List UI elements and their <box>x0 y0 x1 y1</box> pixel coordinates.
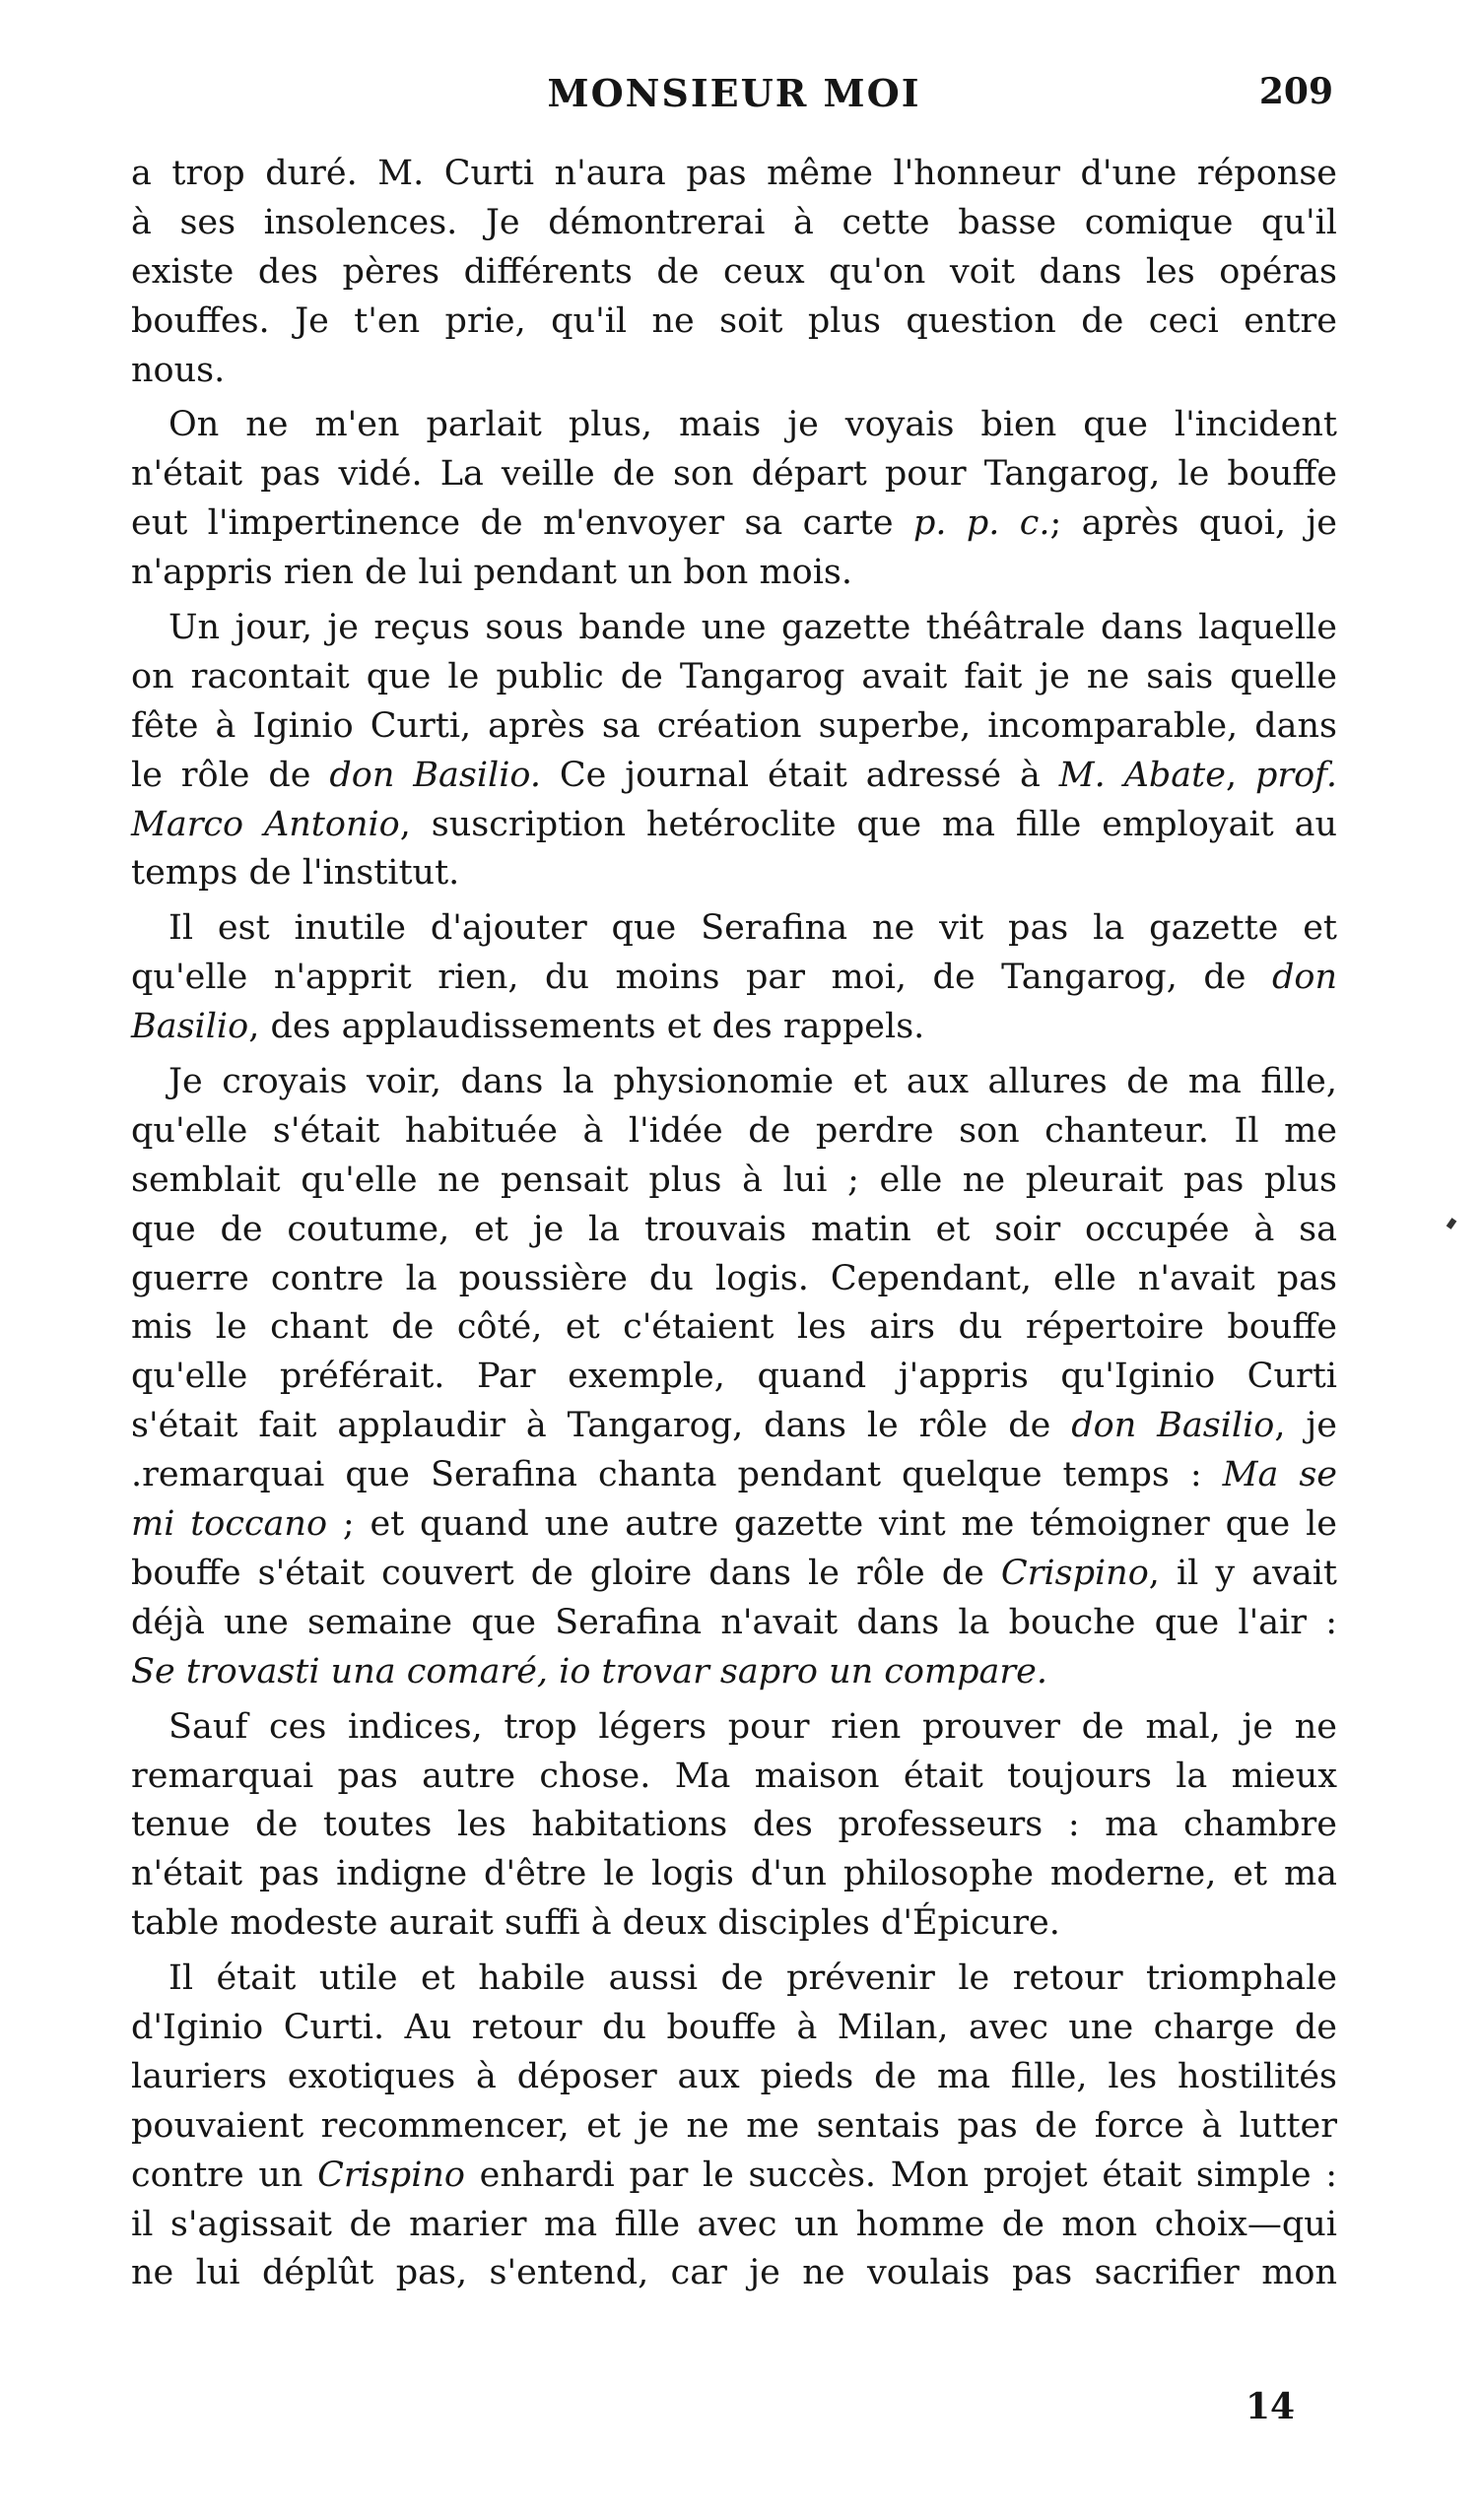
text-segment: s'était fait applaudir à Tangarog, dans le rôle de <box>131 1406 1072 1446</box>
text-segment: le rôle de <box>131 755 330 795</box>
italic-segment: Crispino <box>317 2155 466 2195</box>
text-segment: .remarquai que Serafina chanta pendant quelque temps : <box>131 1455 1223 1495</box>
text-segment: déjà une semaine que Serafina n'avait dans la bouche que l'air : <box>131 1602 1337 1642</box>
text-line <box>131 1402 1337 1451</box>
text-segment: n'appris rien de lui pendant un bon mois. <box>131 553 853 593</box>
text-line <box>131 604 1337 653</box>
text-line <box>131 2102 1337 2152</box>
text-segment: tenue de toutes les habitations des professeurs : ma chambre <box>131 1805 1337 1845</box>
text-segment: guerre contre la poussière du logis. Cependant, elle n'avait pas <box>131 1258 1337 1298</box>
text-line <box>131 1353 1337 1402</box>
italic-segment: Crispino <box>1000 1553 1149 1593</box>
paragraph <box>131 401 1337 598</box>
text-segment: ne lui déplût pas, s'entend, car je ne voulais pas sacrifier mon <box>131 2253 1337 2293</box>
text-segment: , suscription hetéroclite que ma fille employait au <box>399 804 1337 844</box>
text-line <box>131 1648 1337 1697</box>
text-line <box>131 904 1337 954</box>
text-segment: Ce journal était adressé à <box>541 755 1059 795</box>
text-segment: , <box>1225 755 1255 795</box>
text-line <box>131 2249 1337 2298</box>
text-line <box>131 2152 1337 2201</box>
italic-segment: don Basilio <box>1071 1406 1275 1446</box>
text-segment: nous. <box>131 350 226 390</box>
text-segment: Sauf ces indices, trop légers pour rien prouver de mal, je ne <box>168 1706 1337 1747</box>
text-line <box>131 347 1337 396</box>
text-segment: existe des pères différents de ceux qu'on voit dans les opéras <box>131 251 1337 292</box>
text-line <box>131 1107 1337 1157</box>
text-segment: temps de l'institut. <box>131 853 460 894</box>
italic-segment: Ma se <box>1222 1455 1337 1495</box>
text-line <box>131 549 1337 598</box>
text-segment: on racontait que le public de Tangarog avait fait je ne sais quelle <box>131 656 1337 696</box>
text-line <box>131 1206 1337 1255</box>
text-line <box>131 1303 1337 1353</box>
text-segment: n'était pas vidé. La veille de son départ pour Tangarog, le bouffe <box>131 454 1337 495</box>
text-segment: pouvaient recommencer, et je ne me sentais pas de force à lutter <box>131 2105 1337 2146</box>
text-segment: bouffes. Je t'en prie, qu'il ne soit plus question de ceci entre <box>131 300 1337 341</box>
italic-segment: don Basilio. <box>329 755 542 795</box>
italic-segment: Marco Antonio <box>131 804 400 844</box>
text-segment: fête à Iginio Curti, après sa création superbe, incomparable, dans <box>131 705 1337 746</box>
text-line <box>131 1753 1337 1802</box>
text-segment: bouffe s'était couvert de gloire dans le rôle de <box>131 1553 1001 1593</box>
text-line <box>131 150 1337 199</box>
paragraph <box>131 1058 1337 1697</box>
text-line <box>131 1058 1337 1107</box>
signature-mark: 14 <box>1246 2386 1296 2427</box>
text-line <box>131 702 1337 752</box>
text-line <box>131 248 1337 298</box>
text-segment: eut l'impertinence de m'envoyer sa carte <box>131 503 913 544</box>
text-segment: , des applaudissements et des rappels. <box>248 1007 925 1047</box>
text-segment: Je croyais voir, dans la physionomie et aux allures de ma fille, <box>168 1062 1337 1102</box>
text-segment: Un jour, je reçus sous bande une gazette théâtrale dans laquelle <box>168 608 1337 648</box>
text-line <box>131 1550 1337 1599</box>
text-line <box>131 1599 1337 1648</box>
text-segment: semblait qu'elle ne pensait plus à lui ; elle ne pleurait pas plus <box>131 1160 1337 1200</box>
text-line <box>131 1255 1337 1304</box>
italic-segment: prof. <box>1254 755 1337 795</box>
text-line <box>131 1703 1337 1753</box>
text-segment: a trop duré. M. Curti n'aura pas même l'honneur d'une réponse <box>131 154 1337 193</box>
page-header <box>131 71 1337 130</box>
italic-segment: don <box>1271 958 1337 998</box>
text-line <box>131 450 1337 499</box>
paragraph <box>131 904 1337 1052</box>
text-line <box>131 2201 1337 2250</box>
margin-ink-mark <box>1447 1218 1457 1229</box>
italic-segment: Basilio <box>131 1007 249 1047</box>
text-line <box>131 1955 1337 2004</box>
text-segment: , je <box>1274 1406 1337 1446</box>
text-segment: il s'agissait de marier ma fille avec un homme de mon choix—qui <box>131 2204 1337 2244</box>
text-segment: remarquai pas autre chose. Ma maison était toujours la mieux <box>131 1756 1337 1796</box>
text-segment: Il est inutile d'ajouter que Serafina ne vit pas la gazette et <box>168 908 1337 949</box>
text-line <box>131 954 1337 1003</box>
text-line <box>131 1157 1337 1206</box>
body-text <box>131 150 1337 2298</box>
italic-segment: Se trovasti una comaré, io trovar sapro un compare. <box>131 1651 1047 1691</box>
text-segment: à ses insolences. Je démontrerai à cette basse comique qu'il <box>131 202 1337 242</box>
text-segment: ; et quand une autre gazette vint me témoigner que le <box>327 1504 1337 1545</box>
text-line <box>131 2004 1337 2053</box>
italic-segment: M. Abate <box>1058 755 1226 795</box>
text-segment: n'était pas indigne d'être le logis d'un philosophe moderne, et ma <box>131 1854 1337 1894</box>
text-line <box>131 752 1337 801</box>
paragraph <box>131 604 1337 898</box>
text-line <box>131 298 1337 347</box>
italic-segment: p. p. c. <box>913 503 1050 544</box>
text-segment: que de coutume, et je la trouvais matin et soir occupée à sa <box>131 1209 1337 1249</box>
page-number: 209 <box>1258 71 1333 112</box>
text-segment: qu'elle s'était habituée à l'idée de perdre son chanteur. Il me <box>131 1110 1337 1151</box>
text-line <box>131 401 1337 450</box>
text-segment: qu'elle préférait. Par exemple, quand j'appris qu'Iginio Curti <box>131 1357 1337 1397</box>
italic-segment: mi toccano <box>131 1504 328 1545</box>
text-line <box>131 199 1337 248</box>
text-line <box>131 653 1337 702</box>
text-segment: lauriers exotiques à déposer aux pieds de ma fille, les hostilités <box>131 2056 1337 2096</box>
text-segment: mis le chant de côté, et c'étaient les airs du répertoire bouffe <box>131 1307 1337 1348</box>
paragraph <box>131 1703 1337 1949</box>
paragraph <box>131 150 1337 395</box>
text-segment: table modeste aurait suffi à deux disciples d'Épicure. <box>131 1903 1060 1944</box>
text-segment: ; après quoi, je <box>1049 503 1338 544</box>
paragraph <box>131 1955 1337 2298</box>
text-segment: On ne m'en parlait plus, mais je voyais bien que l'incident <box>168 405 1337 445</box>
text-line <box>131 1850 1337 1899</box>
text-segment: d'Iginio Curti. Au retour du bouffe à Milan, avec une charge de <box>131 2007 1337 2047</box>
text-line <box>131 801 1337 850</box>
text-segment: qu'elle n'apprit rien, du moins par moi, de Tangarog, de <box>131 958 1272 998</box>
text-line <box>131 2053 1337 2102</box>
text-line <box>131 1003 1337 1052</box>
text-line <box>131 849 1337 898</box>
text-line <box>131 499 1337 549</box>
text-line <box>131 1500 1337 1550</box>
text-line <box>131 1801 1337 1850</box>
text-segment: , il y avait <box>1148 1553 1337 1593</box>
text-segment: Il était utile et habile aussi de prévenir le retour triomphale <box>168 1958 1337 1999</box>
text-segment: enhardi par le succès. Mon projet était simple : <box>465 2155 1337 2195</box>
text-segment: contre un <box>131 2155 318 2195</box>
running-title: MONSIEUR MOI <box>547 71 921 115</box>
text-line <box>131 1899 1337 1949</box>
text-line <box>131 1451 1337 1500</box>
